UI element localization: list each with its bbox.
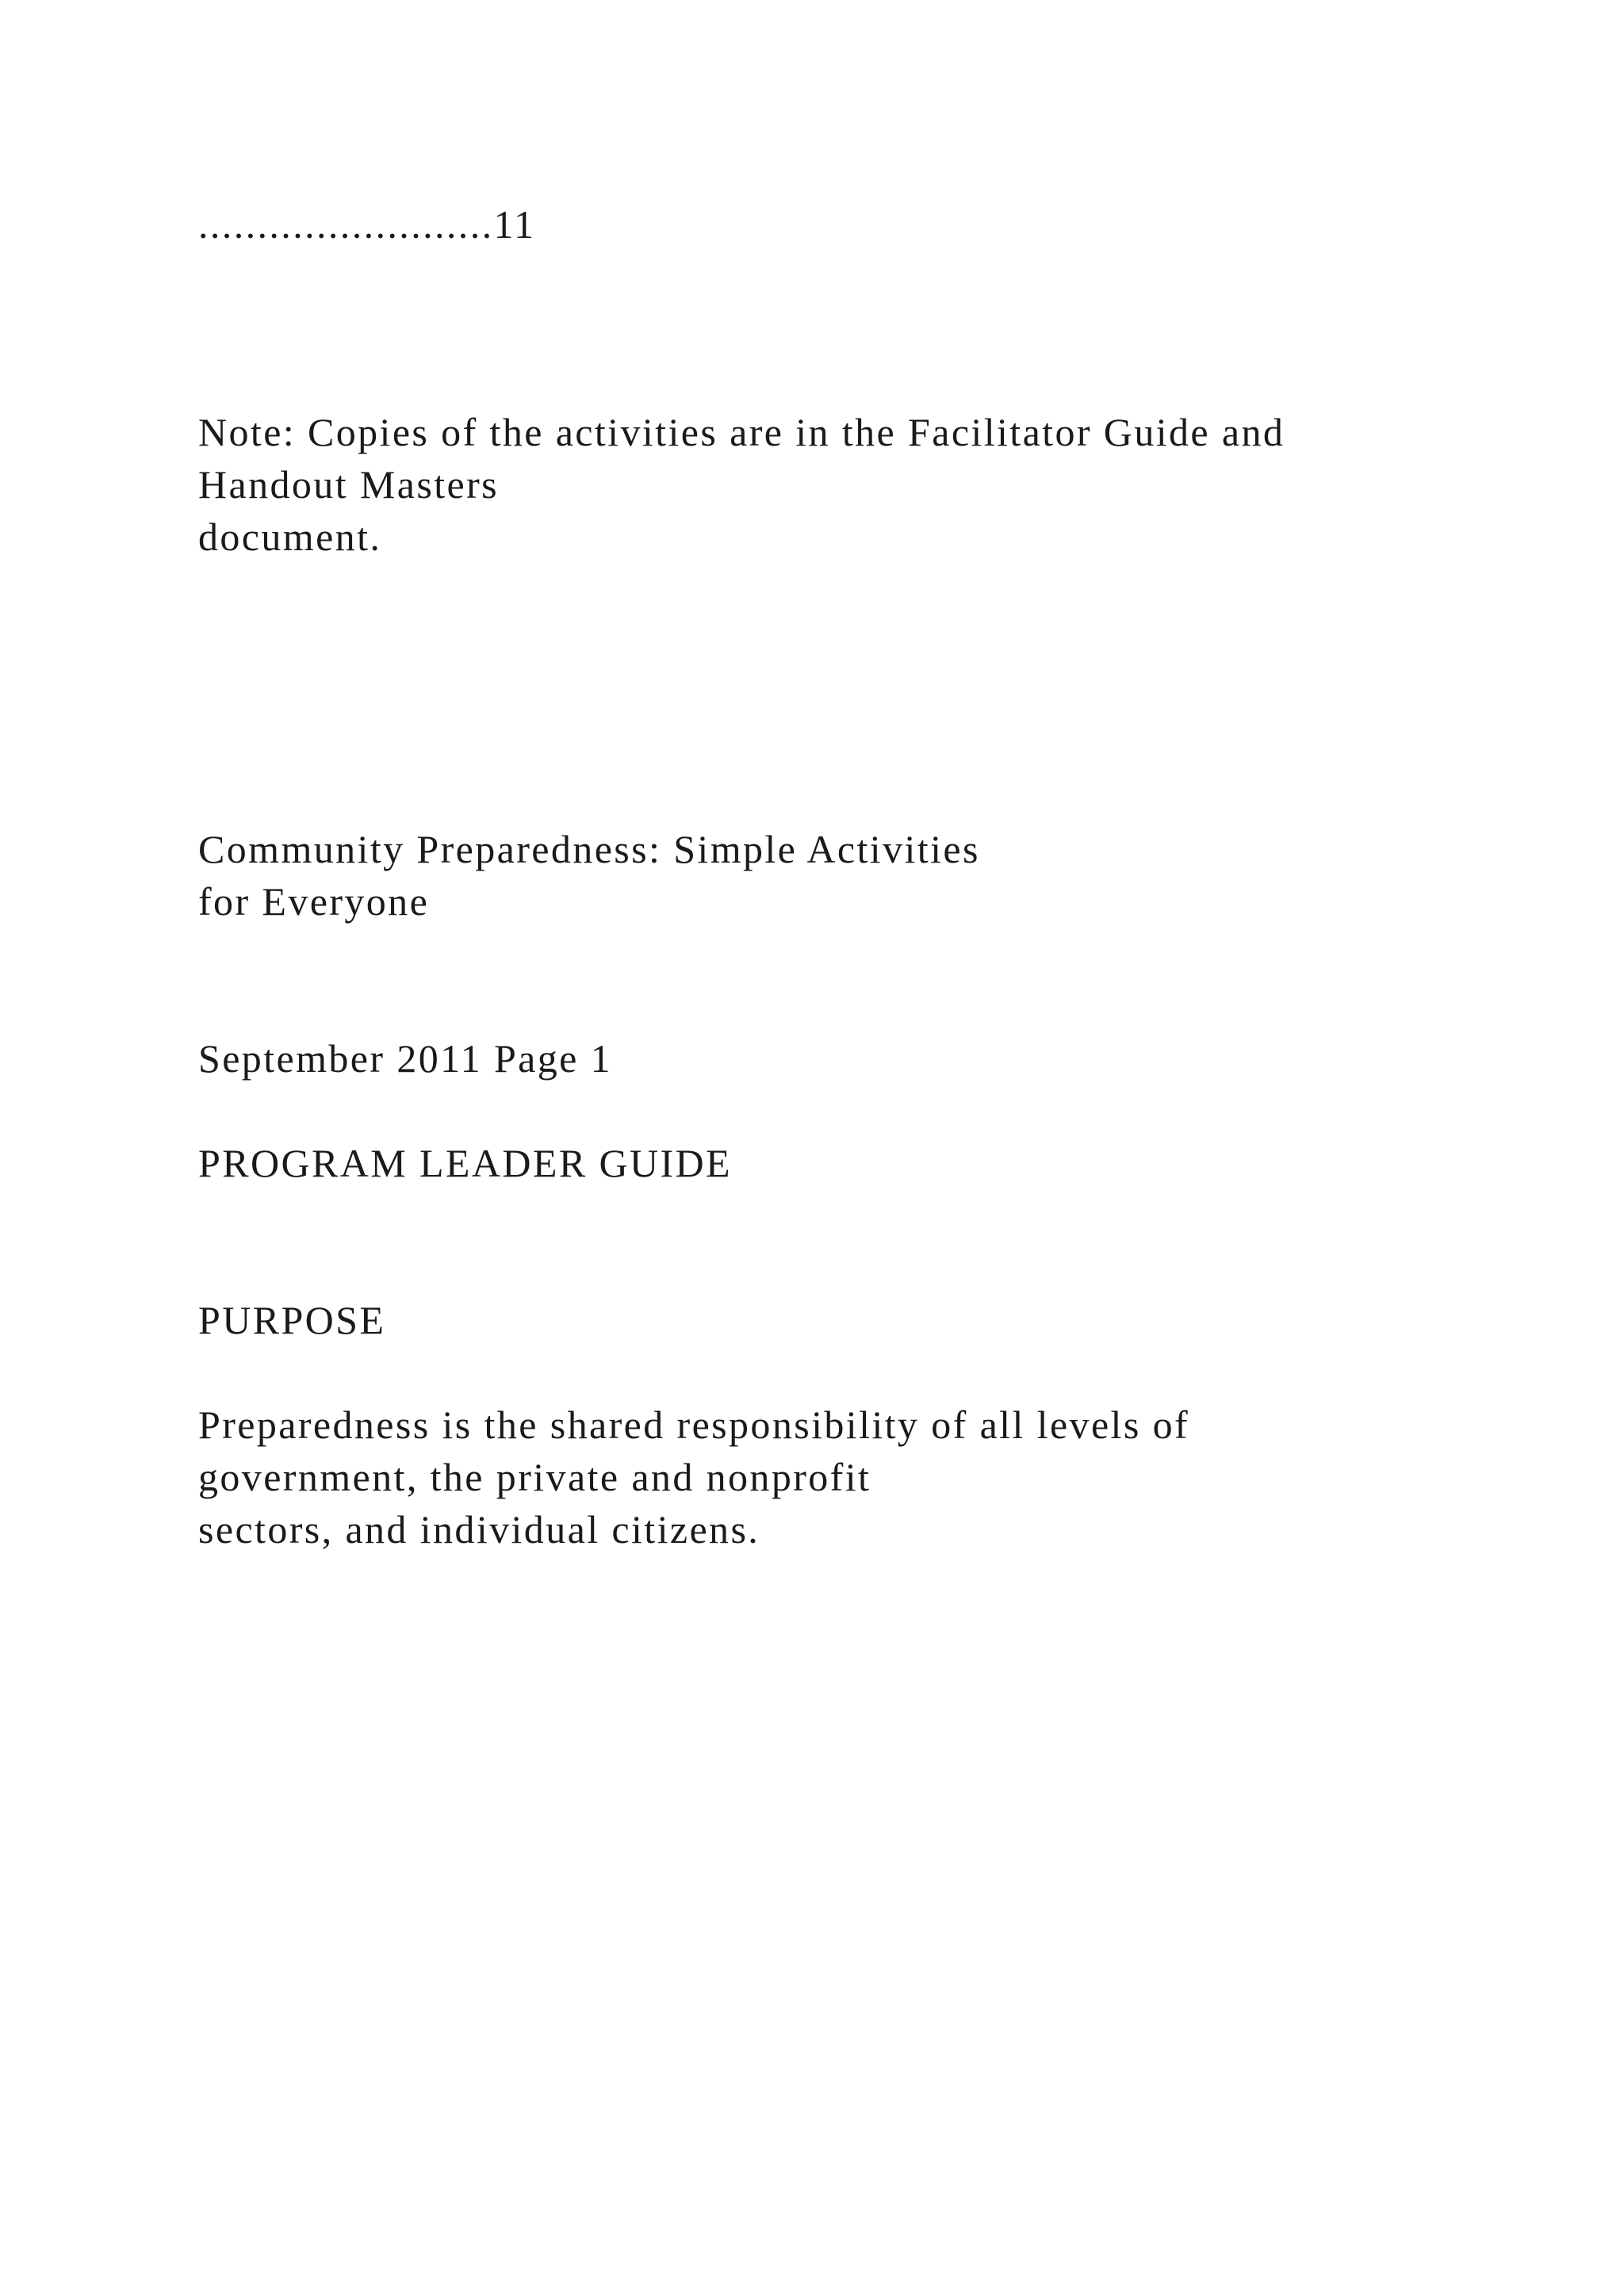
footer-title-line-2: for Everyone xyxy=(198,879,430,924)
purpose-heading: PURPOSE xyxy=(198,1298,386,1342)
footer-date-page: September 2011 Page 1 xyxy=(198,1036,613,1081)
purpose-line-2: government, the private and nonprofit xyxy=(198,1455,871,1499)
toc-leader-line: .........................11 xyxy=(198,202,536,247)
note-line-1: Note: Copies of the activities are in the Facilitator Guide and xyxy=(198,410,1285,454)
note-line-2: Handout Masters xyxy=(198,462,499,507)
note-line-3: document. xyxy=(198,515,382,559)
purpose-line-3: sectors, and individual citizens. xyxy=(198,1507,760,1552)
footer-title-line-1: Community Preparedness: Simple Activities xyxy=(198,827,980,871)
purpose-line-1: Preparedness is the shared responsibility of all levels of xyxy=(198,1402,1190,1447)
section-heading: PROGRAM LEADER GUIDE xyxy=(198,1141,732,1185)
